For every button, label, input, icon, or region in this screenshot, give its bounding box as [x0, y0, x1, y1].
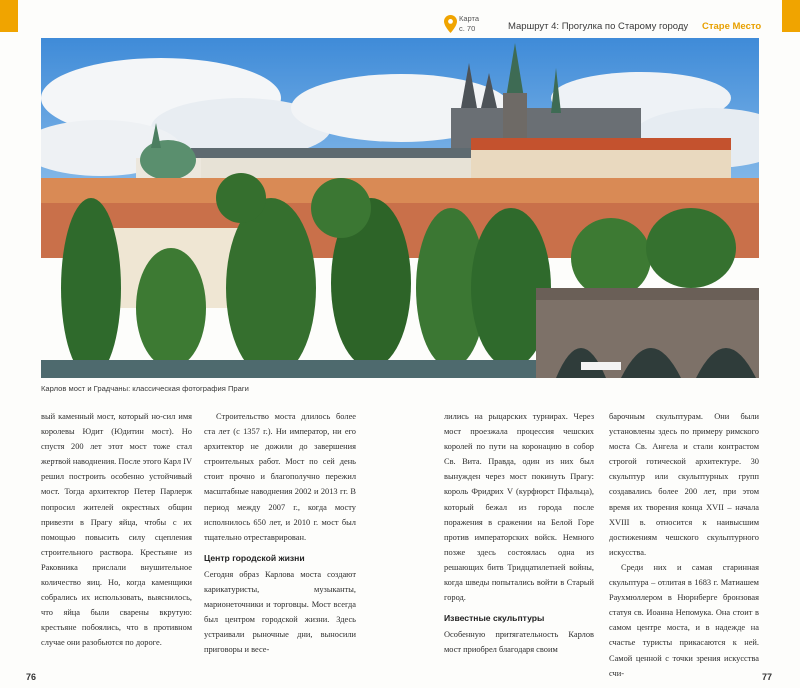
- running-header: [440, 12, 770, 38]
- text-column-1: [41, 409, 192, 651]
- paragraph: Особенную притягательность Карлов мост приобрел благодаря своим: [444, 630, 594, 655]
- paragraph: вый каменный мост, который но-сил имя королевы Юдит (Юдитин мост). Но спустя 200 лет этот мост тоже стал жертвой наводнения. После этого Карл IV решил построить особенно устойчивый мост. Тогда архитектор Петер Парлерж попросил жителей окрестных общин привезти в Прагу яйца, чтобы с их помощью повысить силу сцепления строительного раствора. Крестьяне из Раковника прислали внушительное количество яиц. Но, когда каменщики собрались их использовать, выяснилось, что яйца были сварены вкрутую: крестьяне побоялись, что в противном случае они разобьются по дороге.: [41, 412, 192, 648]
- route-title: Маршрут 4: Прогулка по Старому городу: [508, 21, 689, 32]
- page-number-left: 76: [26, 672, 37, 682]
- paragraph: барочным скульптурам. Они были установлены здесь по примеру римского моста Св. Ангела и стали контрастом строгой готической архитектуре. 30 скульптур или скульптурных групп создавались более 200 лет, при этом время их творения конца XVII – начала XVIII в. относится к наивысшим достижениям чешского скульптурного искусства.: [609, 412, 759, 557]
- text-column-4: [609, 409, 759, 681]
- text-column-2: [204, 409, 356, 657]
- photo-prague-castle: [41, 38, 759, 378]
- map-reference-page: с. 70: [459, 24, 476, 33]
- paragraph: Среди них и самая старинная скульптура – отлитая в 1683 г. Матиашем Раухмюллером в Нюрнберге бронзовая статуя св. Иоанна Непомука. Она стоит в самом центре моста, и в надежде на счастье туристы прикасаются к ней. Самой ценной с точки зрения искусства счи-: [609, 562, 759, 678]
- map-reference: [459, 14, 479, 34]
- map-reference-label: Карта: [459, 14, 480, 23]
- photo-caption: Карлов мост и Градчаны: классическая фотография Праги: [41, 384, 249, 393]
- section-title: Старе Место: [702, 21, 762, 32]
- page-corner-tab-right: [782, 0, 800, 32]
- map-pin-icon: [444, 15, 457, 33]
- text-column-3: [444, 409, 594, 657]
- page-number-right: 77: [761, 672, 772, 682]
- paragraph: лились на рыцарских турнирах. Через мост проезжала процессия чешских королей по пути на коронацию в собор Св. Вита. Правда, один из них был вынужден через мост покинуть Прагу: король Фридрих V (курфюрст Пфальца), который бежал из города после поражения в сражении на Белой Горе против императорских войск. Немного позже здесь состоялась одна из решающих битв Тридцатилетней войны, когда шведы попытались войти в Старый город.: [444, 412, 594, 603]
- paragraph: Сегодня образ Карлова моста создают карикатуристы, музыканты, марионеточники и торговцы. Мост всегда был центром городской жизни. Здесь устраивали рыночные дни, выносили приговоры и весе-: [204, 569, 356, 655]
- subheading-famous-sculptures: Известные скульптуры: [444, 613, 545, 624]
- subheading-city-life: Центр городской жизни: [204, 552, 305, 563]
- paragraph: Строительство моста длилось более ста лет (с 1357 г.). Ни император, ни его архитектор не дожили до завершения строительных работ. Мост по сей день стоит прочно и благополучно пережил масштабные наводнения 2002 и 2013 гг. В период между 2007 г., когда мосту исполнилось 650 лет, и 2010 г. мост был тщательно отреставрирован.: [204, 412, 356, 542]
- page-corner-tab-left: [0, 0, 18, 32]
